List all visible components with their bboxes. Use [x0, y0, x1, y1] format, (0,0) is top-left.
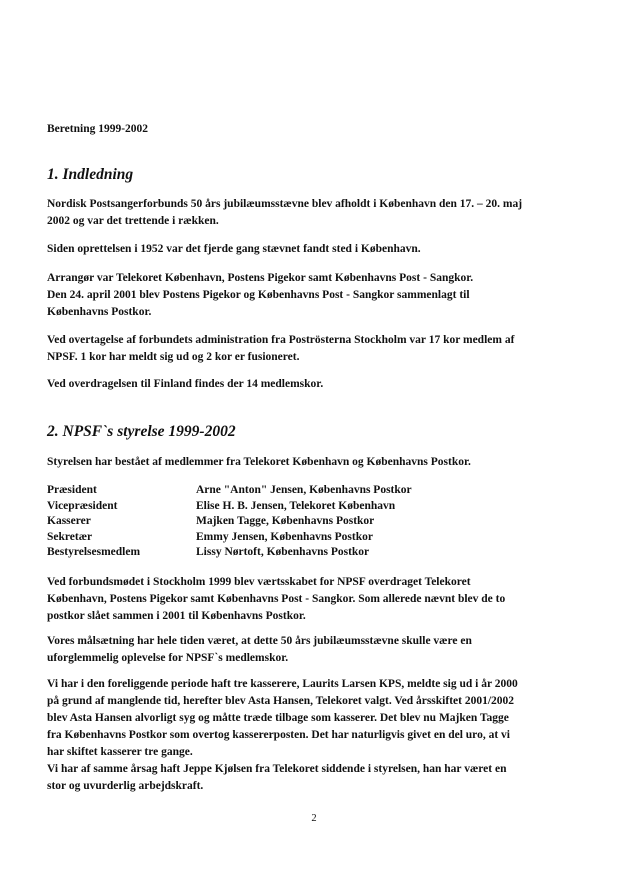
- board-role: Sekretær: [47, 530, 93, 543]
- section-1-title: Indledning: [62, 166, 134, 183]
- paragraph-line: NPSF. 1 kor har meldt sig ud og 2 kor er fusioneret.: [47, 351, 300, 363]
- paragraph: [47, 196, 592, 230]
- paragraph-line: Nordisk Postsangerforbunds 50 års jubilæumsstævne blev afholdt i København den 17. – 20. maj: [47, 198, 523, 210]
- page-number: 2: [311, 813, 317, 824]
- paragraph-line: Siden oprettelsen i 1952 var det fjerde gang stævnet fandt sted i København.: [47, 243, 421, 255]
- board-member-name: Elise H. B. Jensen, Telekoret København: [196, 499, 396, 512]
- paragraph-line: har skiftet kasserer tre gange.: [47, 746, 193, 758]
- board-members-list: [47, 483, 592, 561]
- board-row: [47, 483, 592, 499]
- board-role: Bestyrelsesmedlem: [47, 546, 141, 558]
- board-row: [47, 530, 592, 546]
- board-role: Vicepræsident: [47, 499, 118, 512]
- section-1-number: 1.: [47, 166, 59, 183]
- paragraph-line: blev Asta Hansen alvorligt syg og måtte træde tilbage som kasserer. Det blev nu Majken Tagge: [47, 712, 509, 724]
- paragraph-line: 2002 og var det trettende i rækken.: [47, 215, 219, 227]
- section-2-heading: [47, 422, 236, 442]
- section-2-title: NPSF`s styrelse 1999-2002: [62, 423, 236, 440]
- paragraph: [47, 574, 592, 625]
- board-row: [47, 514, 592, 530]
- paragraph-line: København, Postens Pigekor samt Københavns Post - Sangkor. Som allerede nævnt blev de to: [47, 593, 506, 605]
- paragraph-line: på grund af manglende tid, herefter blev Asta Hansen, Telekoret valgt. Ved årsskiftet 2001/2002: [47, 695, 515, 707]
- paragraph-line: postkor slået sammen i 2001 til Københavns Postkor.: [47, 610, 306, 622]
- paragraph-line: Ved forbundsmødet i Stockholm 1999 blev værtsskabet for NPSF overdraget Telekoret: [47, 576, 471, 588]
- paragraph: [47, 241, 592, 258]
- board-row: [47, 499, 592, 515]
- paragraph-line: fra Københavns Postkor som overtog kassererposten. Det har naturligvis givet en del uro, at vi: [47, 729, 510, 741]
- paragraph-line: Arrangør var Telekoret København, Postens Pigekor samt Københavns Post - Sangkor.: [47, 272, 474, 284]
- paragraph: [47, 270, 592, 321]
- board-role: Præsident: [47, 484, 97, 496]
- paragraph: [47, 676, 592, 795]
- paragraph-line: Vi har i den foreliggende periode haft tre kasserere, Laurits Larsen KPS, meldte sig ud i år 2000: [47, 678, 518, 690]
- section-2-number: 2.: [47, 423, 59, 440]
- board-member-name: Lissy Nørtoft, Københavns Postkor: [196, 546, 370, 558]
- paragraph: [47, 633, 592, 667]
- board-member-name: Arne "Anton" Jensen, Københavns Postkor: [196, 484, 412, 496]
- board-member-name: Emmy Jensen, Københavns Postkor: [196, 530, 373, 543]
- paragraph-line: Københavns Postkor.: [47, 306, 152, 318]
- document-title: Beretning 1999-2002: [47, 123, 149, 135]
- paragraph: [47, 376, 592, 393]
- board-role: Kasserer: [47, 515, 91, 527]
- paragraph-line: Ved overdragelsen til Finland findes der 14 medlemskor.: [47, 378, 324, 390]
- board-member-name: Majken Tagge, Københavns Postkor: [196, 515, 375, 527]
- paragraph: [47, 454, 592, 471]
- paragraph-line: Styrelsen har bestået af medlemmer fra Telekoret København og Københavns Postkor.: [47, 456, 471, 468]
- paragraph-line: Den 24. april 2001 blev Postens Pigekor og Københavns Post - Sangkor sammenlagt til: [47, 289, 470, 301]
- section-1-heading: [47, 165, 133, 185]
- paragraph-line: uforglemmelig oplevelse for NPSF`s medlemskor.: [47, 652, 289, 664]
- paragraph-line: Vi har af samme årsag haft Jeppe Kjølsen fra Telekoret siddende i styrelsen, han har været en: [47, 763, 507, 775]
- paragraph-line: Vores målsætning har hele tiden været, at dette 50 års jubilæumsstævne skulle være en: [47, 635, 472, 647]
- paragraph-line: stor og uvurderlig arbejdskraft.: [47, 780, 204, 792]
- paragraph: [47, 332, 592, 366]
- paragraph-line: Ved overtagelse af forbundets administration fra Poströsterna Stockholm var 17 kor medlem af: [47, 334, 515, 346]
- board-row: [47, 545, 592, 561]
